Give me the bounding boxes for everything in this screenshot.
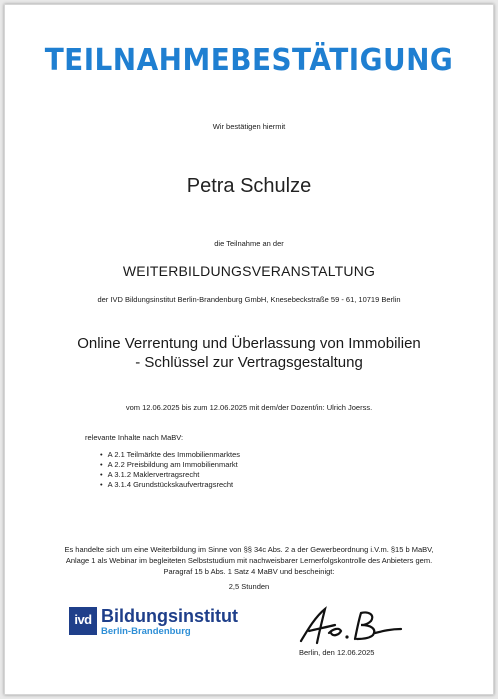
intro-text: Wir bestätigen hiermit (212, 122, 286, 131)
course-title-line-2: - Schlüssel zur Vertragsgestaltung (135, 354, 363, 371)
topic-item: • A 3.1.4 Grundstückskaufvertragsrecht (100, 480, 240, 490)
course-title-line-1: Online Verrentung und Überlassung von Immobilien (77, 335, 421, 352)
course-dates: vom 12.06.2025 bis zum 12.06.2025 mit dem/der Dozent/in: Ulrich Joerss. (125, 403, 373, 412)
event-type-heading: WEITERBILDUNGSVERANSTALTUNG (122, 263, 376, 279)
legal-line-2: Anlage 1 als Webinar im begleiteten Selbststudium mit nachweisbarer Lernerfolgskontrolle des Anbieters gem. (65, 556, 433, 565)
handwritten-signature (295, 603, 405, 647)
certificate-title: TEILNAHMEBESTÄTIGUNG (44, 43, 454, 78)
relevant-contents-heading: relevante Inhalte nach MaBV: (85, 433, 184, 442)
participant-name: Petra Schulze (186, 175, 312, 197)
topic-item: • A 2.1 Teilmärkte des Immobilienmarktes (100, 450, 240, 460)
logo-sub-text: Berlin-Brandenburg (101, 626, 191, 637)
ivd-logo-icon: ivd (69, 607, 97, 635)
certificate-page (4, 4, 494, 695)
organizer-line: der IVD Bildungsinstitut Berlin-Brandenburg GmbH, Knesebeckstraße 59 - 61, 10719 Berlin (97, 295, 401, 304)
topics-list (100, 450, 240, 490)
course-hours: 2,5 Stunden (228, 582, 270, 591)
legal-line-3: Paragraf 15 b Abs. 1 Satz 4 MaBV und bescheinigt: (163, 567, 335, 576)
legal-line-1: Es handelte sich um eine Weiterbildung im Sinne von §§ 34c Abs. 2 a der Gewerbeordnung i.V.m. §15 b MaBV, (64, 545, 434, 554)
participation-text: die Teilnahme an der (214, 239, 284, 248)
place-and-date: Berlin, den 12.06.2025 (299, 648, 375, 657)
topic-item: • A 3.1.2 Maklervertragsrecht (100, 470, 240, 480)
legal-statement (45, 544, 453, 577)
topic-item: • A 2.2 Preisbildung am Immobilienmarkt (100, 460, 240, 470)
logo-main-text: Bildungsinstitut (101, 606, 238, 626)
